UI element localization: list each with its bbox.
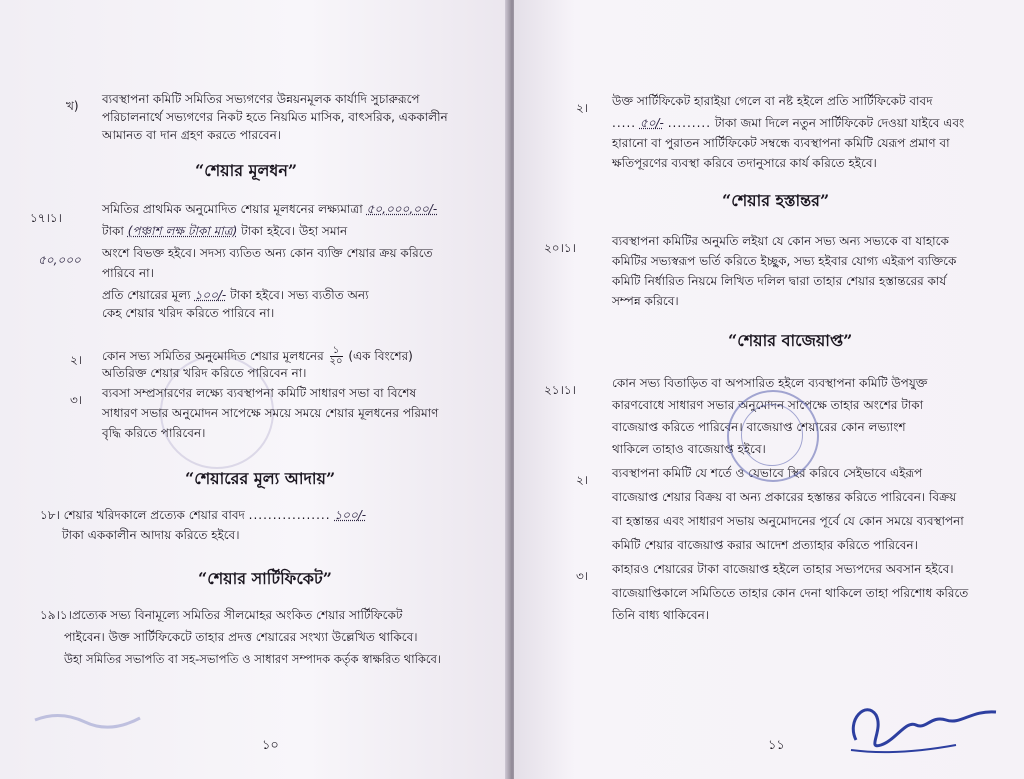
section-21-2-line-3: বা হস্তান্তর এবং সাধারণ সভায় অনুমোদনের পূর্বে যে কোন সময়ে ব্যবস্থাপনা: [612, 514, 964, 528]
section-20-line-3: কমিটি নির্ধারিত নিয়মে লিখিত দলিল দ্বারা তাহার শেয়ার হস্তান্তরের কার্য: [612, 274, 947, 288]
page-number-left: ১০: [262, 738, 279, 753]
section-17-3-line-3: বৃদ্ধি করিতে পারিবেন।: [102, 426, 206, 440]
section-17-number: ১৭।১।: [30, 211, 62, 225]
section-17-line-4: পারিবে না।: [102, 266, 154, 280]
section-21-line-1: কোন সভ্য বিতাড়িত বা অপসারিত হইলে ব্যবস্থাপনা কমিটি উপযুক্ত: [612, 376, 928, 390]
section-20-number: ২০।১।: [544, 241, 576, 255]
section-21-3-line-2: বাজেয়াপ্তিকালে সমিতিতে তাহার কোন দেনা থাকিলে তাহা পরিশোধ করিতে: [612, 586, 969, 600]
heading-share-capital: “শেয়ার মূলধন”: [195, 161, 298, 180]
section-21-2-line-1: ব্যবস্থাপনা কমিটি যে শর্তে ও যেভাবে স্থির করিবে সেইভাবে এইরূপ: [612, 466, 923, 480]
section-20-line-1: ব্যবস্থাপনা কমিটির অনুমতি লইয়া যে কোন সভ্য অন্য সভ্যকে বা যাহাকে: [612, 234, 949, 248]
section-17-2-line-1: কোন সভ্য সমিতির অনুমোদিত শেয়ার মূলধনের ১ ২০ (এক বিংশের): [102, 345, 413, 367]
certificate-fee-handwritten: ৫০/-: [639, 116, 664, 130]
section-18-line-2: টাকা এককালীন আদায় করিতে হইবে।: [62, 528, 240, 542]
section-17-3-number: ৩।: [70, 393, 83, 407]
section-17-line-3: অংশে বিভক্ত হইবে। সদস্য ব্যতিত অন্য কোন ব্যক্তি শেয়ার ক্রয় করিতে: [102, 246, 433, 260]
section-17-line-1: সমিতির প্রাথমিক অনুমোদিত শেয়ার মূলধনের লক্ষ্যমাত্রা ৫০,০০০,০০/-: [102, 202, 438, 216]
section-19-2-line-4: ক্ষতিপূরণের ব্যবস্থা করিবে তদানুসারে কার্য করিতে হইবে।: [612, 156, 877, 170]
official-seal-stamp: [727, 390, 819, 482]
ink-smudge: [30, 700, 150, 740]
section-19-2-line-3: হারানো বা পুরাতন সার্টিফিকেট সম্বন্ধে ব্যবস্থাপনা কমিটি যেরূপ প্রমাণ বা: [612, 136, 950, 150]
heading-share-forfeiture: “শেয়ার বাজেয়াপ্ত”: [728, 331, 853, 350]
section-17-line-2: টাকা (পঞ্চাশ লক্ষ টাকা মাত্র) টাকা হইবে। উহা সমান: [102, 224, 348, 238]
section-19-line-2: পাইবেন। উক্ত সার্টিফিকেটে তাহার প্রদত্ত শেয়ারের সংখ্যা উল্লেখিত থাকিবে।: [64, 630, 418, 644]
section-21-3-line-3: তিনি বাধ্য থাকিবেন।: [612, 608, 710, 622]
handwritten-signature: [836, 690, 1006, 760]
section-21-3-number: ৩।: [576, 569, 589, 583]
heading-share-transfer: “শেয়ার হস্তান্তর”: [722, 191, 830, 210]
section-21-3-line-1: কাহারও শেয়ারের টাকা বাজেয়াপ্ত হইলে তাহার সভ্যপদের অবসান হইবে।: [612, 562, 954, 576]
section-21-2-line-2: বাজেয়াপ্ত শেয়ার বিক্রয় বা অন্য প্রকারের হস্তান্তর করিতে পারিবেন। বিক্রয়: [612, 490, 957, 504]
section-21-number: ২১।১।: [544, 383, 576, 397]
heading-share-price-collection: “শেয়ারের মূল্য আদায়”: [185, 469, 336, 488]
capital-words-handwritten: (পঞ্চাশ লক্ষ টাকা মাত্র): [127, 224, 238, 238]
section-21-2-number: ২।: [576, 473, 589, 487]
clause-kha-line-1: ব্যবস্থাপনা কমিটি সমিতির সভ্যগণের উন্নয়নমূলক কার্যাদি সুচারুরূপে: [102, 92, 420, 106]
section-20-line-2: কমিটির সভ্যস্বরূপ ভর্তি করিতে ইচ্ছুক, সভ্য হইবার যোগ্য এইরূপ ব্যক্তিকে: [612, 254, 957, 268]
section-21-line-2: কারণবোধে সাধারণ সভার অনুমোদন সাপেক্ষে তাহার অংশের টাকা: [612, 398, 924, 412]
clause-kha-line-3: আমানত বা দান গ্রহণ করতে পারবেন।: [102, 128, 282, 142]
capital-amount-handwritten: ৫০,০০০,০০/-: [366, 202, 438, 216]
section-17-2-number: ২।: [70, 353, 83, 367]
section-19-2-number: ২।: [576, 101, 589, 115]
section-17-3-line-1: ব্যবসা সম্প্রসারণের লক্ষ্যে ব্যবস্থাপনা কমিটি সাধারণ সভা বা বিশেষ: [102, 386, 417, 400]
section-21-line-4: থাকিলে তাহাও বাজেয়াপ্ত হইবে।: [612, 442, 766, 456]
section-17-3-line-2: সাধারণ সভার অনুমোদন সাপেক্ষে সময়ে সময়ে শেয়ার মূলধনের পরিমাণ: [102, 406, 439, 420]
left-page: [0, 0, 510, 779]
heading-share-certificate: “শেয়ার সার্টিফিকেট”: [198, 569, 332, 588]
share-price-handwritten: ১০০/-: [194, 288, 227, 302]
margin-note-handwritten: ৫০,০০০: [38, 253, 81, 267]
share-amount-handwritten: ১০০/-: [334, 508, 367, 522]
section-19-line-3: উহা সমিতির সভাপতি বা সহ-সভাপতি ও সাধারণ সম্পাদক কর্তৃক স্বাক্ষরিত থাকিবে।: [64, 652, 442, 666]
section-21-2-line-4: কমিটি শেয়ার বাজেয়াপ্ত করার আদেশ প্রত্যাহার করিতে পারিবেন।: [612, 538, 918, 552]
clause-kha-label: খ): [66, 99, 79, 113]
clause-kha-line-2: পরিচালনার্থে সভ্যগণের নিকট হতে নিয়মিত মাসিক, বাৎসরিক, এককালীন: [102, 110, 448, 124]
section-19-2-line-1: উক্ত সার্টিফিকেট হারাইয়া গেলে বা নষ্ট হইলে প্রতি সার্টিফিকেট বাবদ: [612, 94, 933, 108]
section-18-line-1: ১৮। শেয়ার খরিদকালে প্রত্যেক শেয়ার বাবদ ................. ১০০/-: [40, 508, 367, 522]
section-17-2-line-2: অতিরিক্ত শেয়ার খরিদ করিতে পারিবেন না।: [102, 366, 307, 380]
fraction: ১ ২০: [329, 345, 343, 367]
section-19-2-line-2: ..... ৫০/- ......... টাকা জমা দিলে নতুন সার্টিফিকেট দেওয়া যাইবে এবং: [612, 116, 965, 130]
section-17-line-5: প্রতি শেয়ারের মূল্য ১০০/- টাকা হইবে। সভ্য ব্যতীত অন্য: [102, 288, 369, 302]
section-20-line-4: সম্পন্ন করিবে।: [612, 294, 679, 308]
page-number-right: ১১: [768, 738, 785, 753]
section-21-line-3: বাজেয়াপ্ত করিতে পারিবেন। বাজেয়াপ্ত শেয়ারের কোন লভ্যাংশ: [612, 420, 906, 434]
section-17-line-6: কেহ শেয়ার খরিদ করিতে পারিবে না।: [102, 306, 275, 320]
section-19-line-1: ১৯।১।প্রত্যেক সভ্য বিনামূল্যে সমিতির সীলমোহর অংকিত শেয়ার সার্টিফিকেট: [40, 608, 403, 622]
